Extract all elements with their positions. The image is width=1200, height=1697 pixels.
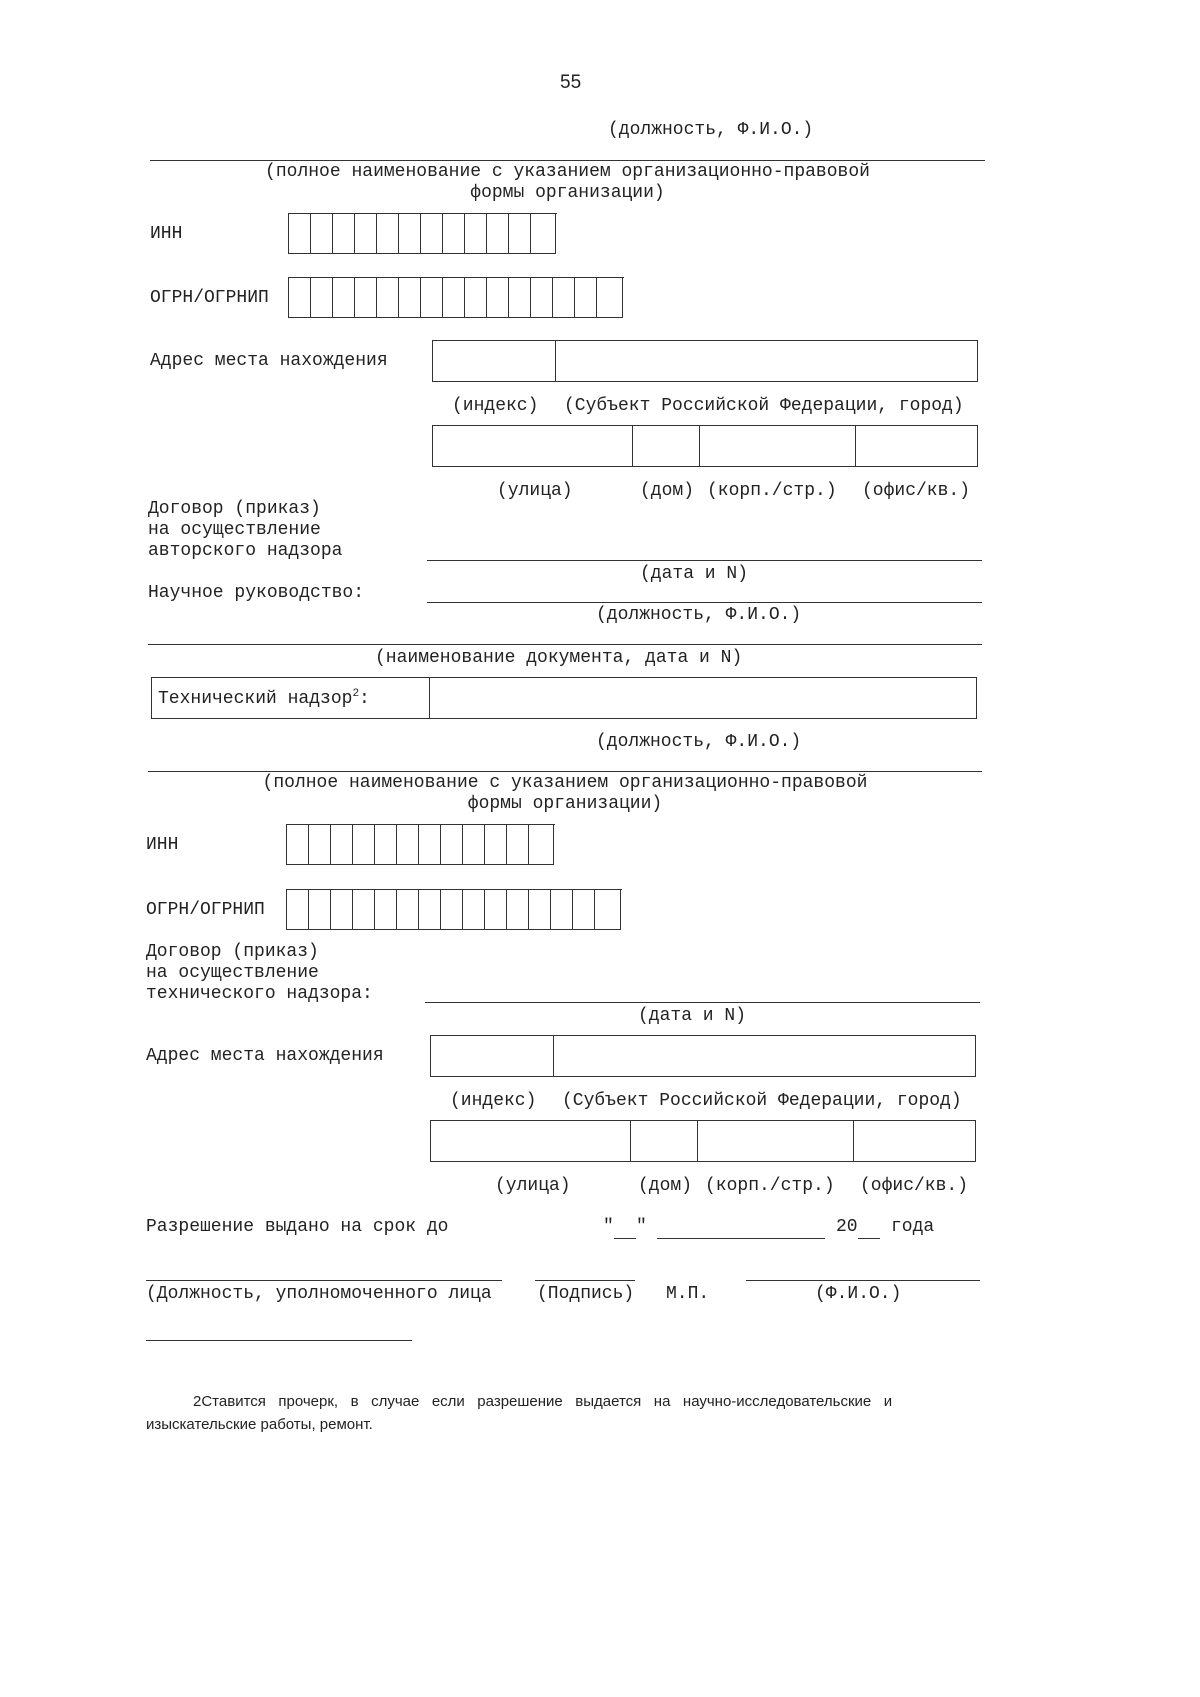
top-position-caption: (должность, Ф.И.О.) [608,120,814,140]
org2-inn-cells[interactable] [286,824,554,865]
permit-year-suffix: года [891,1217,935,1237]
org2-address-row1[interactable] [430,1035,976,1077]
org2-caption-line1: (полное наименование с указанием организационно-правовой [262,773,868,793]
permit-year-prefix: 20 [836,1217,858,1237]
permit-day-field[interactable] [614,1238,636,1239]
org1-region-caption: (Субъект Российской Федерации, город) [564,396,964,416]
org2-index-caption: (индекс) [450,1091,537,1111]
org1-street-caption: (улица) [497,481,573,501]
org1-address-row2[interactable] [432,425,978,467]
org2-date-caption: (дата и N) [638,1006,747,1026]
signature-name-caption: (Ф.И.О.) [815,1284,902,1304]
org2-region-caption: (Субъект Российской Федерации, город) [562,1091,962,1111]
footnote-line1: 2Ставится прочерк, в случае если разрешение выдается на научно-исследовательские и [193,1393,893,1410]
org2-ogrn-label: ОГРН/ОГРНИП [146,900,265,920]
signature-sign-line[interactable] [535,1280,635,1281]
org1-contract-line3: авторского надзора [148,541,343,561]
org1-corp-caption: (корп./стр.) [707,481,837,501]
org2-inn-label: ИНН [146,835,179,855]
tech-colon: : [359,689,370,709]
science-label: Научное руководство: [148,583,365,603]
signature-sign-caption: (Подпись) [537,1284,635,1304]
science-line[interactable] [427,602,982,603]
org1-office-caption: (офис/кв.) [862,481,971,501]
org1-contract-line2: на осуществление [148,520,321,540]
science-doc-caption: (наименование документа, дата и N) [375,648,743,668]
org2-street-caption: (улица) [495,1176,571,1196]
page-number: 55 [560,72,582,93]
permit-year-field[interactable] [858,1238,880,1239]
org2-name-line[interactable] [148,771,982,772]
signature-position-caption: (Должность, уполномоченного лица [146,1284,492,1304]
org2-caption-line2: формы организации) [467,794,663,814]
org2-contract-line1: Договор (приказ) [146,942,319,962]
tech-label-text: Технический надзор [158,689,353,709]
org1-caption-line1: (полное наименование с указанием организационно-правовой [265,162,870,182]
science-position-caption: (должность, Ф.И.О.) [596,605,802,625]
tech-supervision-label [158,688,370,709]
org2-ogrn-cells[interactable] [286,889,621,930]
tech-position-caption: (должность, Ф.И.О.) [596,732,802,752]
tech-footnote-mark: 2 [352,688,360,700]
science-doc-line[interactable] [148,644,982,645]
org2-corp-caption: (корп./стр.) [705,1176,835,1196]
org1-contract-line[interactable] [427,560,982,561]
org1-inn-label: ИНН [150,224,183,244]
org1-date-caption: (дата и N) [640,564,749,584]
org1-ogrn-label: ОГРН/ОГРНИП [150,288,269,308]
permit-quote-open: " [603,1217,614,1237]
org2-address-label: Адрес места нахождения [146,1046,384,1066]
org1-address-row1[interactable] [432,340,978,382]
org2-address-row2[interactable] [430,1120,976,1162]
org1-name-line [150,160,985,161]
org2-contract-line2: на осуществление [146,963,319,983]
org1-index-caption: (индекс) [452,396,539,416]
org1-ogrn-cells[interactable] [288,277,623,318]
org2-contract-line3: технического надзора: [146,984,373,1004]
org2-house-caption: (дом) [638,1176,693,1196]
org1-caption-line2: формы организации) [470,183,665,203]
permit-label: Разрешение выдано на срок до [146,1217,449,1237]
org1-contract-line1: Договор (приказ) [148,499,321,519]
footnote-separator [146,1340,412,1341]
permit-quote-close: " [636,1217,647,1237]
signature-stamp: М.П. [666,1284,710,1304]
org1-inn-cells[interactable] [288,213,556,254]
org1-address-label: Адрес места нахождения [150,351,388,371]
footnote-line2: изыскательские работы, ремонт. [146,1416,373,1433]
signature-name-line[interactable] [746,1280,980,1281]
org2-office-caption: (офис/кв.) [860,1176,969,1196]
signature-position-line[interactable] [146,1280,502,1281]
permit-month-field[interactable] [657,1238,825,1239]
org1-house-caption: (дом) [640,481,695,501]
org2-contract-line[interactable] [425,1002,980,1003]
